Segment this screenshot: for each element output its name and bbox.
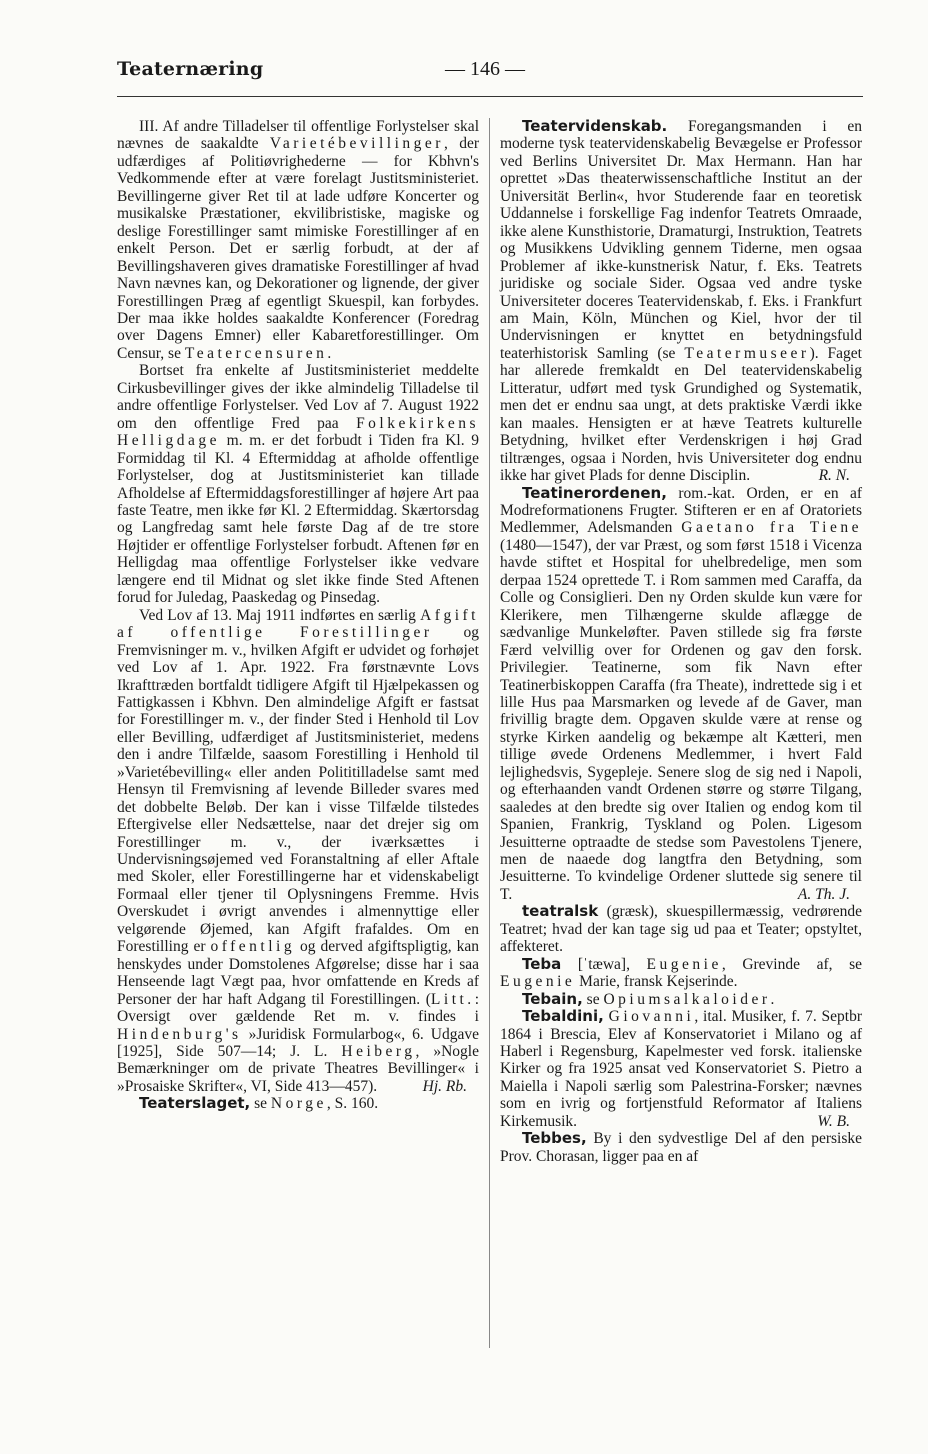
signature: R. N. bbox=[818, 467, 850, 485]
header-rule bbox=[117, 96, 863, 97]
signature: Hj. Rb. bbox=[422, 1077, 467, 1095]
spaced-term: Folkekirkens Helligdage bbox=[117, 414, 479, 450]
spaced-term: Varietébevillinger bbox=[269, 135, 444, 153]
entry-teba: Teba [ˈtæwa], Eugenie, Grevinde af, se Eugenie Marie, fransk Kejserinde. bbox=[500, 954, 862, 991]
cross-reference: Norge bbox=[270, 1095, 327, 1113]
entry-teatervidenskab: Teatervidenskab. Foregangsmanden i en moderne tysk teatervidenskabelig Bevægelse er Professor ved Berlins Universitet Dr. Max Hermann. Han har oprettet »Das theaterwissenschaftliche Institut an der Universität Berlin«, hvor Studerende faar en teoretisk Uddannelse i forskellige Fag indenfor Teatrets Omraade, ikke alene Kunsthistorie, Dramaturgi, Instruktion, Teatrets og Musikkens Udvikling gennem Tiderne, men ogsaa Problemer af ikke-kunstnerisk Natur, f. Eks. Teatrets juridiske og sociale Sider. Ogsaa ved andre tyske Universiteter doceres Teatervidenskab, f. Eks. i Frankfurt am Main, Köln, München og Kiel, hvor der til Undervisningen er knyttet en betydningsfuld teaterhistorisk Samling (se Teatermuseer). Faget har allerede fremkaldt en Del teatervidenskabelig Litteratur, udført med tysk Grundighed og Systematik, men det er endnu saa ungt, at dets praktiske Værdi ikke kan maales. Hensigten er at hæve Teatrets kulturelle Betydning, hvilket efter Verdenskrigen i høj Grad tiltrænges, ogsaa i Norden, hvis Universiteter dog endnu ikke har givet Plads for denne Disciplin. R. N. bbox=[500, 117, 862, 485]
spaced-term: Afgift af offentlige Forestillinger bbox=[117, 606, 479, 642]
spaced-term: Gaetano fra Tiene bbox=[681, 519, 862, 537]
paragraph: III. Af andre Tilladelser til offentlige Forlystelser skal nævnes de saakaldte Varietébevillinger, der udfærdiges af Politiøvrighederne — for Kbhvn's Vedkommende efter at være forelagt Justitsministeriet. Bevillingerne giver Ret til at lade udføre Koncerter og musikalske Præstationer, ekvilibristiske, magiske og deslige Forestillinger samt mimiske Forestillinger af en enkelt Person. Det er særlig forbudt, at der af Bevillingshaveren gives dramatiske Forestillinger af hvad Navn nævnes kan, og Dekorationer og lignende, der giver Forestillingen Præg af egentligt Skuespil, kan forbydes. Der maa ikke holdes saakaldte Konferencer (Foredrag over Dagens Emner) eller Kabaretforestillinger. Om Censur, se Teatercensuren. bbox=[117, 118, 479, 362]
page-number: — 146 — bbox=[445, 58, 525, 80]
cross-reference: Teatercensuren bbox=[184, 344, 328, 362]
headword: Teatinerordenen, bbox=[522, 483, 667, 502]
cross-reference: Opiumsalkaloider bbox=[603, 990, 771, 1008]
spaced-term: offentlig bbox=[210, 938, 296, 956]
running-head: Teaternæring bbox=[117, 58, 264, 80]
signature: A. Th. J. bbox=[797, 885, 850, 903]
page-header bbox=[117, 58, 863, 94]
cross-reference: Eugenie bbox=[500, 973, 576, 991]
headword: Teba bbox=[522, 954, 562, 973]
entry-teaterslaget: Teaterslaget, se Norge, S. 160. bbox=[139, 1094, 379, 1113]
headword: teatralsk bbox=[522, 902, 599, 921]
entry-tebain: Tebain, se Opiumsalkaloider. bbox=[522, 989, 775, 1008]
headword: Tebaldini, bbox=[522, 1007, 604, 1026]
author-name: Hindenburg's bbox=[117, 1025, 242, 1043]
left-column bbox=[117, 118, 479, 1113]
paragraph: Ved Lov af 13. Maj 1911 indførtes en særlig Afgift af offentlige Forestillinger og Fremvisninger m. v., hvilken Afgift er udvidet og forhøjet ved Lov af 1. Apr. 1922. Fra førstnævnte Lovs Ikrafttræden bortfaldt tidligere Afgift til Hjælpekassen og Fattigkassen i Kbhvn. Den almindelige Afgift er fastsat for Forestillinger m. v., der finder Sted i Henhold til Lov eller Bevilling, udfærdiget af Justitsministeriet, medens den i andre Tilfælde, saasom Forestilling i Henhold til »Varietébevilling« eller anden Polititilladelse samt med Hensyn til Fremvisning af levende Billeder svares med det dobbelte Beløb. Der kan i visse Tilfælde tilstedes Eftergivelse eller Nedsættelse, naar det drejer sig om Forestillinger m. v., der iværksættes i Undervisningsøjemed ved Foranstaltning af eller Aftale med Skoler, eller Forestillingerne har et videnskabeligt Formaal eller tjener til Oplysningens Fremme. Hvis Overskudet i øvrigt anvendes i almennyttige eller velgørende Øjemed, kan Afgift frafaldes. Om en Forestilling er offentlig og derved afgiftspligtig, kan henskydes under Domstolenes Afgørelse; disse har i saa Henseende lagt Vægt paa, hvor omfattende en Kreds af Personer der har haft Adgang til Forestillingen. (Litt.: Oversigt over gældende Ret m. v. findes i Hindenburg's »Juridisk Formularbog«, 6. Udgave [1925], Side 507—14; J. L. Heiberg, »Nogle Bemærkninger om de private Theatres Bevillinger« i »Prosaiske Skrifter«, VI, Side 413—457). Hj. Rb. bbox=[117, 606, 480, 1095]
spaced-term: Eugenie bbox=[646, 955, 722, 973]
right-column bbox=[500, 118, 862, 1165]
cross-reference: Teatermuseer bbox=[684, 344, 810, 362]
column-divider bbox=[489, 118, 490, 1348]
spaced-term: Giovanni bbox=[608, 1008, 695, 1026]
headword: Tebain, bbox=[522, 989, 583, 1008]
entry-teatralsk: teatralsk (græsk), skuespillermæssig, vedrørende Teatret; hvad der kan tage sig ud paa et Teater; opstyltet, affekteret. bbox=[500, 902, 862, 956]
headword: Teatervidenskab. bbox=[522, 117, 668, 135]
paragraph: Bortset fra enkelte af Justitsministeriet meddelte Cirkusbevillinger gives der ikke almindelig Tilladelse til andre offentlige Forlystelser. Ved Lov af 7. August 1922 om den offentlige Fred paa Folkekirkens Helligdage m. m. er det forbudt i Tiden fra Kl. 9 Formiddag til Kl. 4 Eftermiddag at afholde offentlige Forlystelser, dog at Justitsministeriet kan tillade Afholdelse af Eftermiddagsforestillinger af højere Art paa faste Teatre, men ikke før Kl. 2 Eftermiddag. Skærtorsdag og Langfredag samt hele første Dag af de tre store Højtider er offentlige Forlystelser forbudt. Aftenen før en Helligdag maa offentlige Forlystelser ikke vedvare længere end til Midnat og slet ikke finde Sted Aftenen forud for Juledag, Paaskedag og Pinsedag. bbox=[117, 362, 479, 607]
entry-tebbes: Tebbes, By i den sydvestlige Del af den persiske Prov. Chorasan, ligger paa en af bbox=[500, 1129, 862, 1165]
author-name: Heiberg bbox=[341, 1043, 416, 1061]
entry-teatinerordenen: Teatinerordenen, rom.-kat. Orden, er en af Modreformationens Frugter. Stifteren er en af Oratoriets Medlemmer, Adelsmanden Gaetano fra Tiene (1480—1547), der var Præst, og som først 1518 i Vicenza havde stiftet et Hospital for uhelbredelige, men som derpaa 1524 oprettede T. i Rom sammen med Caraffa, da Colle og Consiglieri. Den ny Orden skulde kun være for Klerikere, men Tilhængerne skulde aflægge de sædvanlige Munkeløfter. Paven stillede sig fra første Færd velvillig over for Ordenen og gav den forsk. Privilegier. Teatinerne, som fik Navn efter Teatinerbiskoppen Caraffa (fra Theate), indrettede sig i et lille Hus paa Marsmarken og levede af de Gaver, man frivillig bragte dem. Opgaven skulde være at rense og styrke Kirken aandelig og bekæmpe alt Kætteri, men tillige øvede Ordenens Medlemmer, i hvert Fald lejlighedsvis, Sygepleje. Senere slog de sig ned i Napoli, og efterhaanden vandt Ordenen større og større Tilgang, saaledes at den bredte sig over Italien og endog kom til Spanien, Frankrig, Tyskland og Polen. Ligesom Jesuitterne optraadte de stedse som Pavestolens Tjenere, men de naaede dog langtfra den Betydning, som Jesuitterne. To kvindelige Ordener sluttede sig senere til T. A. Th. J. bbox=[500, 483, 862, 903]
headword: Tebbes, bbox=[522, 1129, 587, 1148]
entry-tebaldini: Tebaldini, Giovanni, ital. Musiker, f. 7. Septbr 1864 i Brescia, Elev af Konservatoriet i Milano og af Haberl i Regensburg, Kapelmester ved forsk. italienske Kirker og fra 1925 ansat ved Konservatoriet S. Pietro a Maiella i Napoli særlig som Palestrina-Forsker; nævnes som en ivrig og fortjenstfuld Reformator af Italiens Kirkemusik. W. B. bbox=[500, 1007, 862, 1130]
signature: W. B. bbox=[817, 1112, 850, 1130]
headword: Teaterslaget, bbox=[139, 1094, 251, 1113]
spaced-term: Litt. bbox=[430, 990, 475, 1008]
